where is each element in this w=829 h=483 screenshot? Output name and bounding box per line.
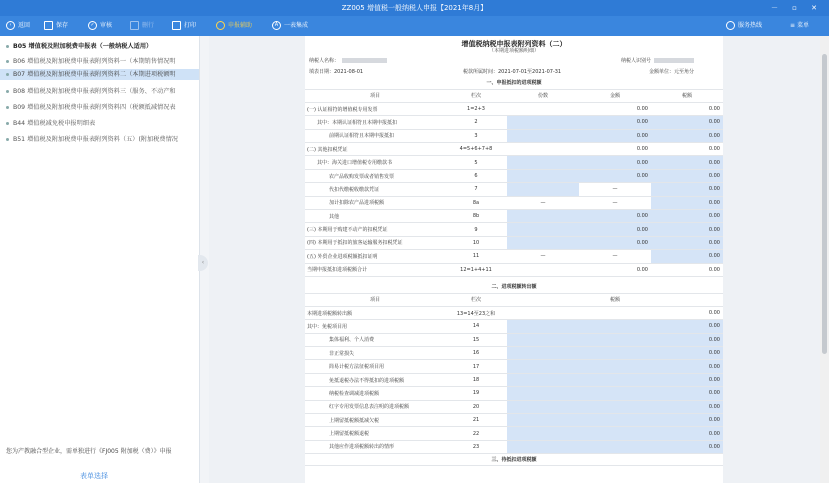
amount-input[interactable]: 0.00 [579,129,651,142]
redacted-name [342,58,387,63]
table-row: 其他 8b 0.00 0.00 [305,210,723,223]
toolbar [0,16,829,36]
tax-input[interactable]: 0.00 [651,250,723,263]
tax-input[interactable]: 0.00 [507,360,723,373]
tax-input[interactable]: 0.00 [651,116,723,129]
tax-input[interactable]: 0.00 [651,156,723,169]
print-icon [172,21,181,30]
section1-table [305,77,723,277]
check-icon: ✓ [88,21,97,30]
amount-input[interactable]: 0.00 [579,156,651,169]
table-row: (五) 外贸企业进项税额抵扣证明 11 — — 0.00 [305,250,723,263]
collapse-sidebar-handle[interactable]: ‹ [198,255,208,271]
tax-input[interactable]: 0.00 [507,333,723,346]
table-row: 前期认证相符且本期申报抵扣 3 0.00 0.00 [305,129,723,142]
vertical-scrollbar[interactable] [820,36,829,483]
amount-input[interactable]: 0.00 [579,169,651,182]
count-input[interactable] [507,129,579,142]
table-icon: A [272,21,281,30]
form-title: 增值税纳税申报表附列资料（二） [461,40,567,48]
scrollbar-thumb[interactable] [822,54,827,354]
tax-input[interactable]: 0.00 [507,347,723,360]
tax-input[interactable]: 0.00 [507,414,723,427]
table-row: 其他应作进项税额转出的情形 23 0.00 [305,440,723,453]
sidebar-item-b06[interactable]: B06 增值税及附加税费申报表附列资料一（本期销售情况明 [6,56,176,65]
table-row: 上期留抵税额退税 22 0.00 [305,427,723,440]
count-input[interactable] [507,183,579,196]
form-paper [305,36,723,483]
review-button[interactable]: ✓ 审核 [88,16,112,36]
amount-input[interactable]: 0.00 [579,223,651,236]
tax-input[interactable]: 0.00 [651,183,723,196]
section-header: 三、待抵扣进项税额 [305,454,723,466]
table-row: 集体福利、个人消费 15 0.00 [305,333,723,346]
table-row: 上期留抵税额抵减欠税 21 0.00 [305,414,723,427]
amount-input[interactable]: 0.00 [579,116,651,129]
tax-input[interactable]: 0.00 [651,129,723,142]
count-input[interactable] [507,156,579,169]
save-button[interactable]: 保存 [44,16,68,36]
table-row: 当期申报抵扣进项税额合计 12=1+4+11 0.00 0.00 [305,263,723,276]
sidebar-item-b07[interactable]: B07 增值税及附加税费申报表附列资料二（本期进项税额明 [0,69,199,80]
table-row: 其中：本期认证相符且本期申报抵扣 2 0.00 0.00 [305,116,723,129]
sidebar-item-b05[interactable]: B05 增值税及附加税费申报表（一般纳税人适用） [6,41,152,50]
taxpayer-name: 纳税人名称： [309,57,387,64]
tax-input[interactable]: 0.00 [507,400,723,413]
fill-date: 填表日期：2021-08-01 [309,69,364,75]
taxpayer-id: 纳税人识别号 [621,57,694,64]
section-header: 一、申报抵扣的进项税额 [305,77,723,89]
delete-icon [130,21,139,30]
table-row: 简易计税方法征税项目用 17 0.00 [305,360,723,373]
table-row: 农产品收购发票或者销售发票 6 0.00 0.00 [305,169,723,182]
assist-button[interactable]: 申报辅助 [216,16,252,36]
sidebar-item-b51[interactable]: B51 增值税及附加税费申报表附列资料（五）(附加税费情况 [6,134,178,143]
table-row: (一) 认证相符的增值税专用发票 1=2+3 0.00 0.00 [305,102,723,115]
count-input[interactable] [507,169,579,182]
window-titlebar [0,0,829,16]
select-form-link[interactable]: 表单选择 [80,472,108,480]
back-button[interactable]: ‹ 返回 [6,16,30,36]
table-row: 其中：海关进口增值税专用缴款书 5 0.00 0.00 [305,156,723,169]
window-controls[interactable]: － ▫ ✕ [770,4,823,12]
table-row: (三) 本期用于购建不动产的扣税凭证 9 0.00 0.00 [305,223,723,236]
print-button[interactable]: 打印 [172,16,196,36]
tax-input[interactable]: 0.00 [507,387,723,400]
menu-button[interactable]: ≡ 菜单 [790,22,809,29]
sidebar-item-b08[interactable]: B08 增值税及附加税费申报表附列资料三（服务、不动产和 [6,86,176,95]
table-row: 非正常损失 16 0.00 [305,347,723,360]
table-row: 代扣代缴税收缴款凭证 7 — 0.00 [305,183,723,196]
amount-unit: 金额单位：元至角分 [649,69,695,75]
form-area [209,36,829,483]
count-input[interactable] [507,236,579,249]
amount-input[interactable]: 0.00 [579,210,651,223]
table-row: (二) 其他扣税凭证 4=5+6+7+8 0.00 0.00 [305,143,723,156]
tax-input[interactable]: 0.00 [507,320,723,333]
menu-icon: ≡ [790,22,797,29]
table-row: (四) 本期用于抵扣的旅客运输服务扣税凭证 10 0.00 0.00 [305,236,723,249]
table-row: 其中：免税项目用 14 0.00 [305,320,723,333]
table-header: 项目 栏次 税额 [305,293,723,306]
tax-period: 税款所属时间：2021-07-01至2021-07-31 [463,69,562,75]
tax-input[interactable]: 0.00 [507,440,723,453]
table-row: 加计扣除农产品进项税额 8a — — 0.00 [305,196,723,209]
tax-input[interactable]: 0.00 [651,236,723,249]
window-title: ZZ005 增值税一般纳税人申报【2021年8月】 [341,4,488,12]
section2-table [305,281,723,466]
table-row: 免抵退税办法不得抵扣的进项税额 18 0.00 [305,373,723,386]
count-input[interactable] [507,116,579,129]
table-row: 本期进项税额转出额 13=14至23之和 0.00 [305,306,723,319]
table-row: 红字专用发票信息表注明的进项税额 20 0.00 [305,400,723,413]
tax-input[interactable]: 0.00 [651,196,723,209]
save-icon [44,21,53,30]
table-header: 项目 栏次 份数 金额 税额 [305,89,723,102]
redacted-id [654,58,694,63]
delete-row-button[interactable]: 删行 [130,16,154,36]
count-input[interactable] [507,223,579,236]
table-row: 纳税检查调减进项税额 19 0.00 [305,387,723,400]
back-icon: ‹ [6,21,15,30]
sidebar-item-b44[interactable]: B44 增值税减免税申报明细表 [6,118,95,127]
sidebar-note: 您为产教融合型企业，需单独进行《FJ005 附加税（费）》申报 [6,448,172,455]
hotline-button[interactable]: 服务热线 [726,16,762,36]
integrated-table-button[interactable]: A 一表集成 [272,16,308,36]
section-header: 二、进项税额转出额 [305,281,723,293]
tax-input[interactable]: 0.00 [507,427,723,440]
amount-input[interactable]: 0.00 [579,236,651,249]
sidebar [0,36,200,483]
headset-icon [726,21,735,30]
form-subtitle: （本期进项税额明细） [488,48,539,54]
bulb-icon [216,21,225,30]
tax-input[interactable]: 0.00 [651,223,723,236]
sidebar-item-b09[interactable]: B09 增值税及附加税费申报表附列资料四（税额抵减情况表 [6,102,176,111]
tax-input[interactable]: 0.00 [651,169,723,182]
tax-input[interactable]: 0.00 [651,210,723,223]
count-input[interactable] [507,210,579,223]
tax-input[interactable]: 0.00 [507,373,723,386]
